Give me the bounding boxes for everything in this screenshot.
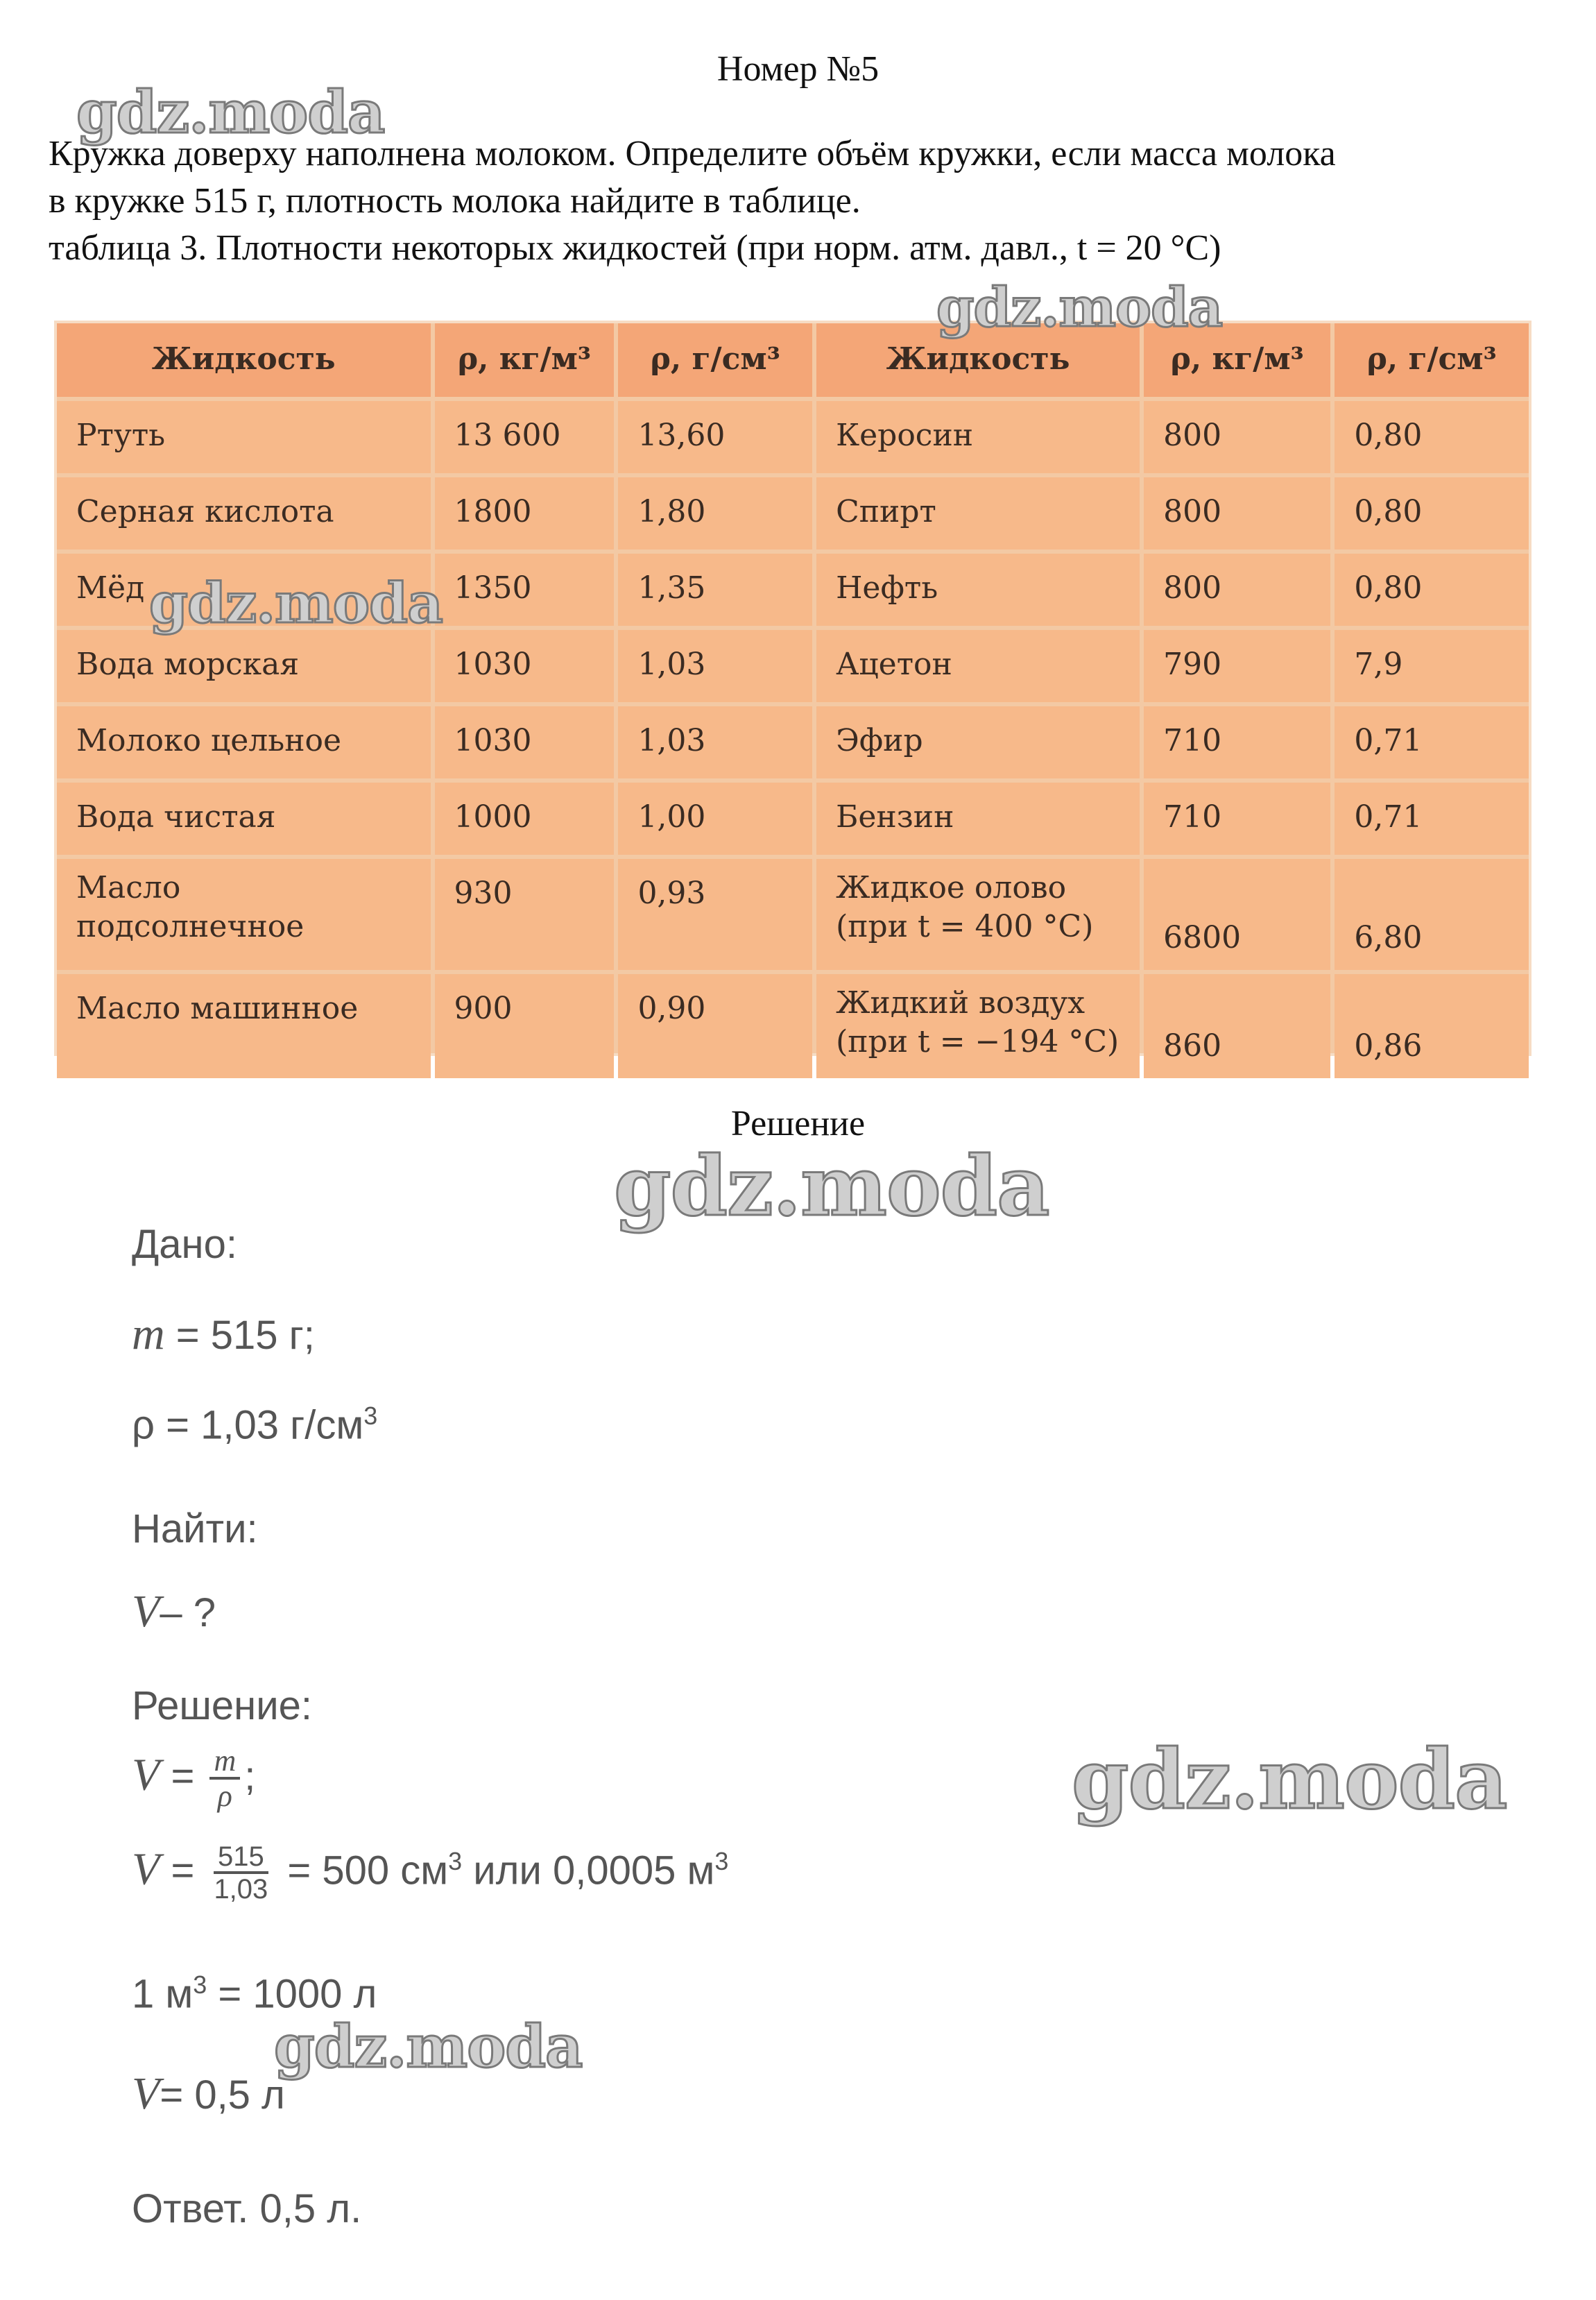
answer: Ответ. 0,5 л. (132, 2186, 362, 2231)
watermark: gdz.moda (936, 276, 1223, 339)
table-cell: 1350 (435, 554, 615, 626)
table-header-g-cm3: ρ, г/см³ (1335, 323, 1529, 397)
equals-sign: = (160, 1753, 206, 1799)
watermark: gdz.moda (149, 570, 443, 636)
volume-formula (132, 1745, 255, 1814)
table-cell-line: (при t = 400 °C) (836, 909, 1094, 944)
table-cell: Серная кислота (57, 477, 431, 550)
table-cell-line: (при t = −194 °C) (836, 1024, 1119, 1059)
table-cell: 0,86 (1335, 974, 1529, 1078)
final-value: = 0,5 л (160, 2072, 285, 2118)
table-cell: 0,90 (618, 974, 812, 1078)
table-cell: 790 (1144, 630, 1330, 702)
conversion-left: 1 м (132, 1971, 194, 2017)
watermark: gdz.moda (1072, 1731, 1507, 1828)
mass-variable: m (132, 1309, 165, 1359)
volume-variable: V (132, 1749, 160, 1800)
conversion-right: = 1000 л (207, 1971, 377, 2017)
table-cell: 800 (1144, 477, 1330, 550)
table-cell-line: Жидкое олово (836, 870, 1067, 905)
table-cell: 1,03 (618, 630, 812, 702)
given-mass (132, 1308, 315, 1361)
table-cell: Молоко цельное (57, 706, 431, 778)
watermark: gdz.moda (274, 2012, 583, 2081)
table-cell: 13 600 (435, 401, 615, 473)
table-cell: 800 (1144, 401, 1330, 473)
table-cell: 900 (435, 974, 615, 1078)
exponent: 3 (193, 1970, 207, 1999)
problem-statement (49, 130, 1561, 272)
table-cell-line: подсолнечное (76, 909, 304, 944)
table-cell: 1030 (435, 706, 615, 778)
watermark: gdz.moda (614, 1138, 1049, 1234)
find-label: Найти: (132, 1506, 258, 1551)
table-cell: Бензин (816, 783, 1140, 855)
table-cell (57, 859, 431, 970)
volume-calculation (132, 1842, 728, 1905)
table-cell (816, 859, 1140, 970)
final-volume (132, 2068, 285, 2120)
mass-value: = 515 г; (164, 1313, 315, 1358)
fraction-denominator: 1,03 (214, 1874, 268, 1905)
solution-heading: Решение (730, 1104, 866, 1143)
table-cell: 6800 (1144, 859, 1330, 970)
given-density (132, 1402, 377, 1448)
table-cell: 1030 (435, 630, 615, 702)
table-cell: 710 (1144, 706, 1330, 778)
table-cell-line: Масло (76, 870, 181, 905)
table-cell-line: Жидкий воздух (836, 985, 1086, 1021)
fraction (209, 1842, 272, 1905)
table-cell: 0,80 (1335, 477, 1529, 550)
table-cell: Ртуть (57, 401, 431, 473)
table-header-kg-m3: ρ, кг/м³ (435, 323, 615, 397)
density-value: ρ = 1,03 г/см (132, 1402, 364, 1448)
formula-end: ; (244, 1753, 256, 1799)
table-cell: 1800 (435, 477, 615, 550)
find-question: – ? (160, 1590, 216, 1635)
fraction-numerator: m (209, 1745, 240, 1780)
problem-line: в кружке 515 г, плотность молока найдите в таблице. (49, 181, 861, 221)
table-cell: 0,71 (1335, 783, 1529, 855)
table-cell: Спирт (816, 477, 1140, 550)
table-cell: 0,93 (618, 859, 812, 970)
table-cell: 0,80 (1335, 401, 1529, 473)
fraction-denominator: ρ (217, 1779, 232, 1814)
page-title: Номер №5 (717, 49, 879, 89)
table-header-liquid: Жидкость (57, 323, 431, 397)
table-cell: 1,03 (618, 706, 812, 778)
table-cell: 1,80 (618, 477, 812, 550)
table-cell: 1,00 (618, 783, 812, 855)
table-cell: 6,80 (1335, 859, 1529, 970)
table-cell: Керосин (816, 401, 1140, 473)
table-cell: 860 (1144, 974, 1330, 1078)
volume-variable: V (132, 1586, 160, 1637)
exponent: 3 (363, 1402, 378, 1430)
given-label: Дано: (132, 1222, 237, 1267)
solution-label: Решение: (132, 1683, 312, 1728)
calc-result: = 500 см (276, 1848, 449, 1893)
table-cell: Ацетон (816, 630, 1140, 702)
exponent: 3 (448, 1847, 463, 1875)
table-cell: Вода чистая (57, 783, 431, 855)
table-cell: 710 (1144, 783, 1330, 855)
table-cell: Эфир (816, 706, 1140, 778)
fraction (209, 1745, 240, 1814)
table-header-liquid: Жидкость (816, 323, 1140, 397)
volume-variable: V (132, 2068, 160, 2119)
table-header-kg-m3: ρ, кг/м³ (1144, 323, 1330, 397)
problem-line: Кружка доверху наполнена молоком. Определите объём кружки, если масса молока (49, 134, 1336, 173)
table-cell: 800 (1144, 554, 1330, 626)
table-cell: 1,35 (618, 554, 812, 626)
table-cell: Масло машинное (57, 974, 431, 1078)
table-header-g-cm3: ρ, г/см³ (618, 323, 812, 397)
density-table (54, 321, 1531, 1064)
table-cell: 7,9 (1335, 630, 1529, 702)
equals-sign: = (160, 1848, 206, 1893)
table-cell: 0,80 (1335, 554, 1529, 626)
watermark: gdz.moda (76, 78, 385, 146)
problem-line: таблица 3. Плотности некоторых жидкостей (при норм. атм. давл., t = 20 °C) (49, 228, 1221, 268)
table-cell: Нефть (816, 554, 1140, 626)
table-cell: 0,71 (1335, 706, 1529, 778)
table-cell: 13,60 (618, 401, 812, 473)
find-volume (132, 1585, 216, 1638)
table-cell (816, 974, 1140, 1078)
table-cell: Мёд (57, 554, 431, 626)
calc-result-alt: или 0,0005 м (462, 1848, 715, 1893)
volume-variable: V (132, 1843, 160, 1895)
unit-conversion (132, 1970, 377, 2017)
fraction-numerator: 515 (214, 1842, 268, 1874)
exponent: 3 (714, 1847, 729, 1875)
table-cell: 930 (435, 859, 615, 970)
table-cell: Вода морская (57, 630, 431, 702)
table-cell: 1000 (435, 783, 615, 855)
